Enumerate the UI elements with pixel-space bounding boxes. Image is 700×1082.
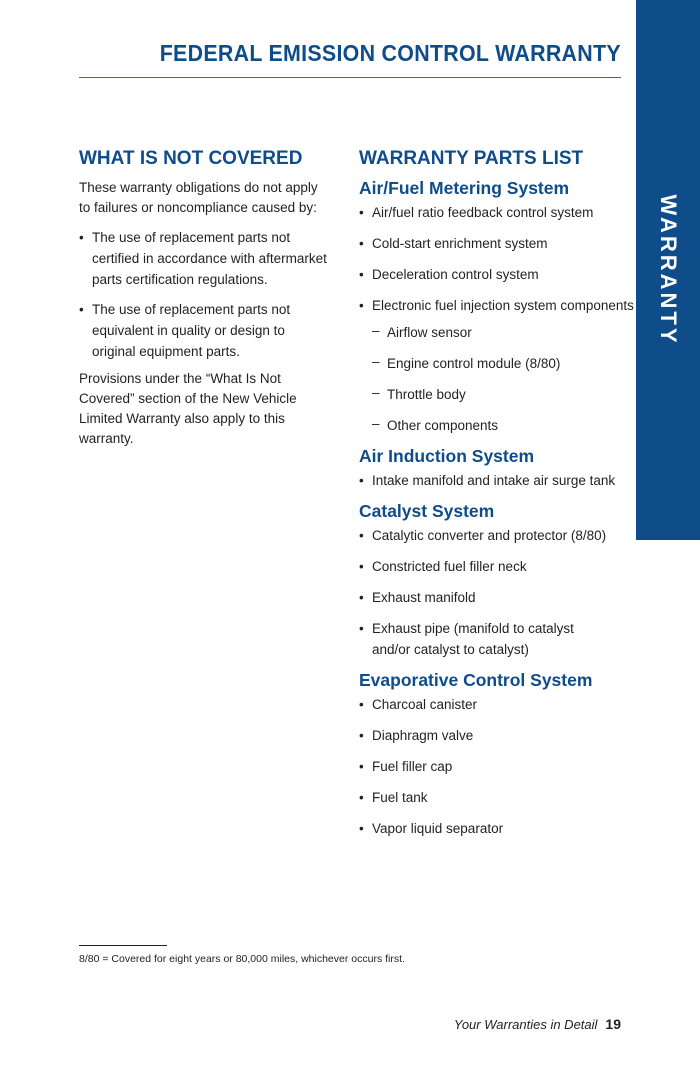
list-item: • Deceleration control system <box>359 264 629 285</box>
not-covered-section <box>79 146 329 449</box>
group-items <box>359 694 629 839</box>
list-item: • The use of replacement parts not certified in accordance with aftermarket parts certification regulations. <box>79 227 329 290</box>
title-divider <box>79 77 621 78</box>
footer-label: Your Warranties in Detail <box>453 1017 598 1032</box>
warranty-side-tab <box>636 0 700 540</box>
group-air-induction <box>359 442 629 491</box>
not-covered-list <box>79 227 329 362</box>
list-item: • Constricted fuel filler neck <box>359 556 629 577</box>
side-tab-label: WARRANTY <box>656 194 681 346</box>
sub-list-item: – Engine control module (8/80) <box>372 353 629 374</box>
list-item: • The use of replacement parts not equivalent in quality or design to original equipment parts. <box>79 299 329 362</box>
page-title: FEDERAL EMISSION CONTROL WARRANTY <box>159 40 621 66</box>
group-title: Air/Fuel Metering System <box>359 178 570 198</box>
footnote-divider <box>79 945 167 946</box>
list-item: • Catalytic converter and protector (8/80) <box>359 525 629 546</box>
group-title: Catalyst System <box>359 501 495 521</box>
group-air-fuel-metering <box>359 174 634 436</box>
group-title: Evaporative Control System <box>359 670 593 690</box>
list-item: • Air/fuel ratio feedback control system <box>359 202 629 223</box>
list-item: • Vapor liquid separator <box>359 818 629 839</box>
list-item: • Fuel tank <box>359 787 629 808</box>
list-item: • Diaphragm valve <box>359 725 629 746</box>
not-covered-heading: WHAT IS NOT COVERED <box>79 148 303 169</box>
list-item: • Fuel filler cap <box>359 756 629 777</box>
group-items <box>359 525 629 660</box>
sub-list-item: – Other components <box>372 415 629 436</box>
group-items <box>359 202 634 316</box>
not-covered-intro: These warranty obligations do not apply to failures or noncompliance caused by: <box>79 180 318 215</box>
parts-list-heading: WARRANTY PARTS LIST <box>359 148 584 169</box>
footnote: 8/80 = Covered for eight years or 80,000 miles, whichever occurs first. <box>79 953 405 965</box>
fuel-injection-components <box>359 322 629 436</box>
list-item: • Intake manifold and intake air surge tank <box>359 470 629 491</box>
group-catalyst <box>359 497 629 660</box>
sub-list-item: – Airflow sensor <box>372 322 629 343</box>
list-item: • Exhaust manifold <box>359 587 629 608</box>
list-item: • Cold-start enrichment system <box>359 233 629 254</box>
parts-list-section <box>359 146 634 845</box>
sub-list-item: – Throttle body <box>372 384 629 405</box>
page-number: 19 <box>605 1016 621 1032</box>
group-items <box>359 470 629 491</box>
not-covered-closing: Provisions under the “What Is Not Covered” section of the New Vehicle Limited Warranty also apply to this warranty. <box>79 371 297 446</box>
page-footer <box>454 1015 621 1034</box>
list-item: • Exhaust pipe (manifold to catalyst and/or catalyst to catalyst) <box>359 618 577 660</box>
list-item: • Electronic fuel injection system components <box>359 295 629 316</box>
group-title: Air Induction System <box>359 446 535 466</box>
list-item: • Charcoal canister <box>359 694 629 715</box>
group-evaporative-control <box>359 666 629 839</box>
